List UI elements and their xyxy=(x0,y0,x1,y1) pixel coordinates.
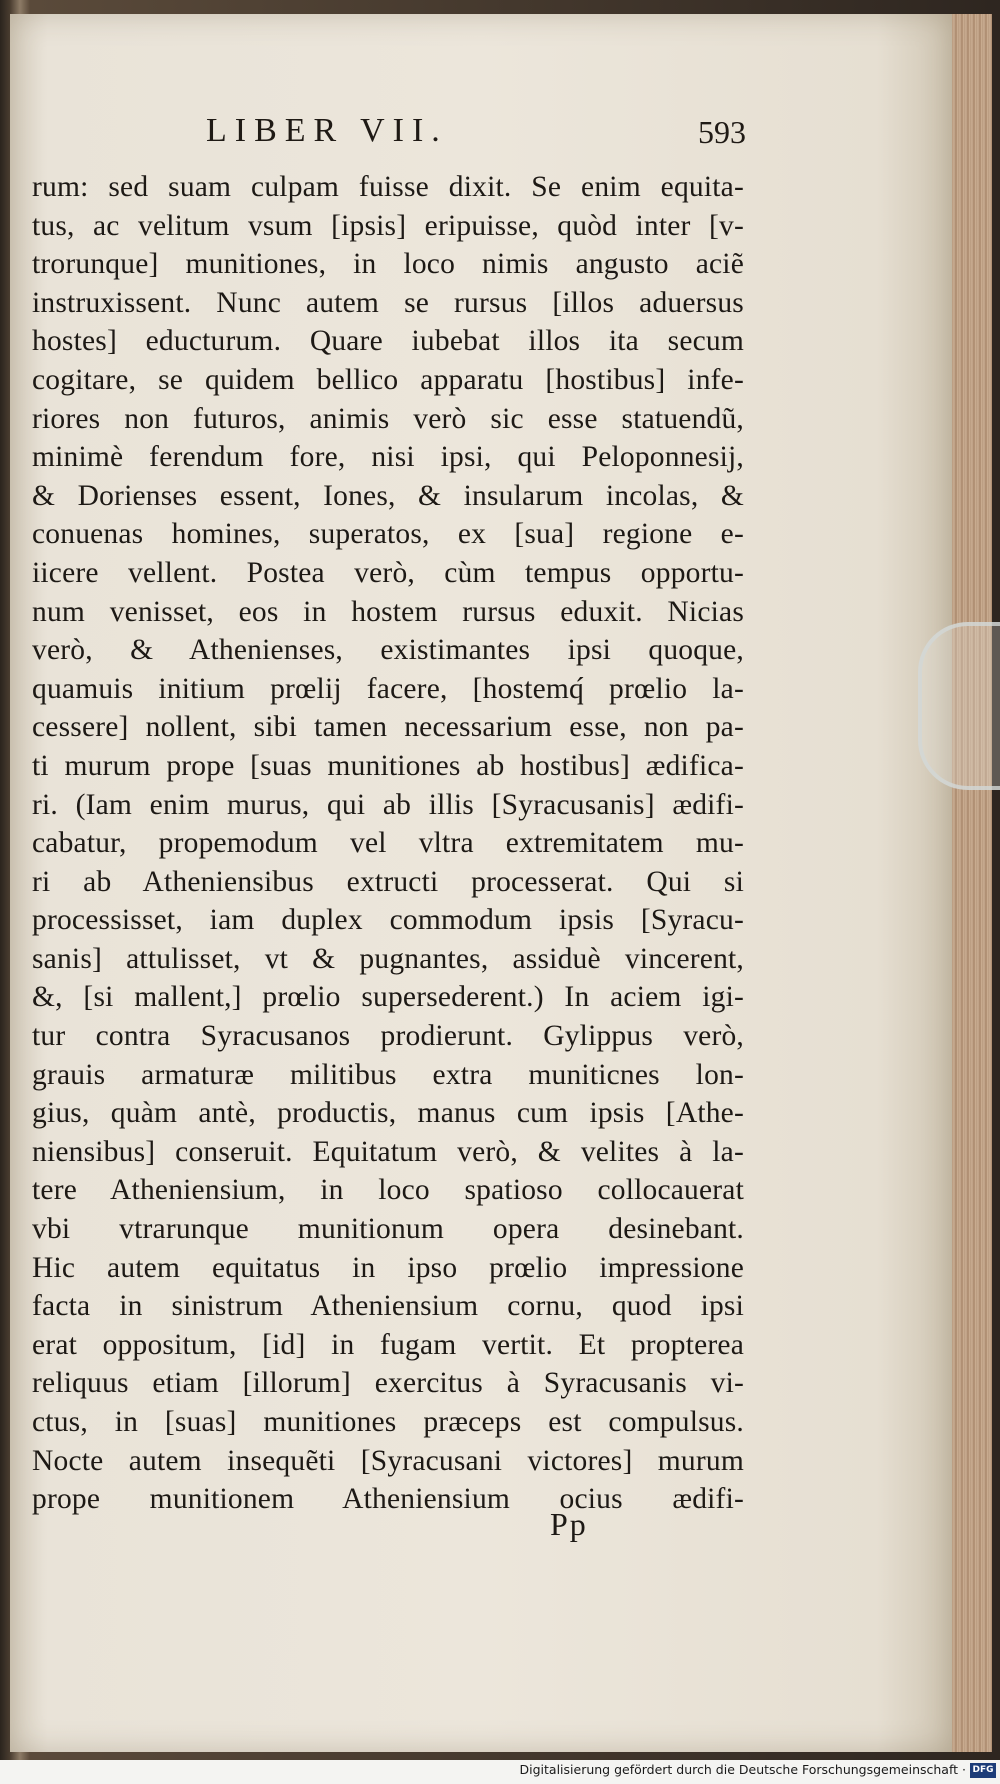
text-line: cabatur, propemodum vel vltra extremitatem mu- xyxy=(32,827,744,860)
text-line: reliquus etiam [illorum] exercitus à Syracusanis vi- xyxy=(32,1367,744,1400)
text-line: cogitare, se quidem bellico apparatu [hostibus] infe- xyxy=(32,363,744,396)
text-line: num venisset, eos in hostem rursus eduxit. Nicias xyxy=(32,595,744,628)
page-number: 593 xyxy=(698,114,746,150)
text-line: vbi vtrarunque munitionum opera desinebant. xyxy=(32,1213,744,1246)
text-line: cessere] nollent, sibi tamen necessarium esse, non pa- xyxy=(32,711,744,744)
text-line: &, [si mallent,] prœlio supersederent.) In aciem igi- xyxy=(32,981,744,1014)
text-line: & Dorienses essent, Iones, & insularum incolas, & xyxy=(32,479,744,512)
text-line: verò, & Athenienses, existimantes ipsi quoque, xyxy=(32,634,744,667)
text-line: niensibus] conseruit. Equitatum verò, & velites à la- xyxy=(32,1135,744,1168)
text-line: ctus, in [suas] munitiones præceps est compulsus. xyxy=(32,1406,744,1438)
text-line: prope munitionem Atheniensium ocius ædifi- xyxy=(32,1483,744,1516)
text-line: tur contra Syracusanos prodierunt. Gylippus verò, xyxy=(32,1020,744,1053)
text-line: ti murum prope [suas munitiones ab hostibus] ædifica- xyxy=(32,749,744,782)
running-head: LIBER VII. xyxy=(206,112,448,149)
text-line: iicere vellent. Postea verò, cùm tempus opportu- xyxy=(32,556,744,589)
text-line: instruxissent. Nunc autem se rursus [illos aduersus xyxy=(32,286,744,319)
text-line: erat oppositum, [id] in fugam vertit. Et propterea xyxy=(32,1328,744,1361)
text-line: ri. (Iam enim murus, qui ab illis [Syracusanis] ædifi- xyxy=(32,788,744,821)
text-line: Hic autem equitatus in ipso prœlio impressione xyxy=(32,1251,744,1284)
text-line: grauis armaturæ militibus extra muniticnes lon- xyxy=(32,1058,744,1091)
text-line: gius, quàm antè, productis, manus cum ipsis [Athe- xyxy=(32,1097,744,1130)
scanner-clip xyxy=(918,622,1000,790)
text-line: sanis] attulisset, vt & pugnantes, assiduè vincerent, xyxy=(32,942,744,975)
dfg-logo-icon: DFG xyxy=(970,1763,996,1778)
text-line: quamuis initium prœlij facere, [hostemq́ prœlio la- xyxy=(32,672,744,705)
footer-credit: Digitalisierung gefördert durch die Deutsche Forschungsgemeinschaft · xyxy=(519,1762,966,1777)
text-line: hostes] educturum. Quare iubebat illos ita secum xyxy=(32,325,744,358)
text-line: rum: sed suam culpam fuisse dixit. Se enim equita- xyxy=(32,171,744,203)
text-line: riores non futuros, animis verò sic esse statuendũ, xyxy=(32,402,744,435)
page-header xyxy=(206,112,746,162)
signature-mark: Pp xyxy=(550,1506,588,1542)
page-edges xyxy=(952,14,992,1752)
text-line: conuenas homines, superatos, ex [sua] regione e- xyxy=(32,518,744,551)
text-line: tere Atheniensium, in loco spatioso collocauerat xyxy=(32,1174,744,1207)
text-line: facta in sinistrum Atheniensium cornu, quod ipsi xyxy=(32,1290,744,1323)
text-line: tus, ac velitum vsum [ipsis] eripuisse, quòd inter [v- xyxy=(32,209,744,242)
book-page xyxy=(10,14,952,1752)
body-text xyxy=(32,168,744,1519)
text-line: ri ab Atheniensibus extructi processerat. Qui si xyxy=(32,865,744,898)
text-line: processisset, iam duplex commodum ipsis [Syracu- xyxy=(32,904,744,937)
text-line: trorunque] munitiones, in loco nimis angusto aciẽ xyxy=(32,248,744,281)
footer-bar xyxy=(0,1760,1000,1784)
text-line: minimè ferendum fore, nisi ipsi, qui Peloponnesij, xyxy=(32,441,744,474)
text-line: Nocte autem insequẽti [Syracusani victores] murum xyxy=(32,1444,744,1477)
